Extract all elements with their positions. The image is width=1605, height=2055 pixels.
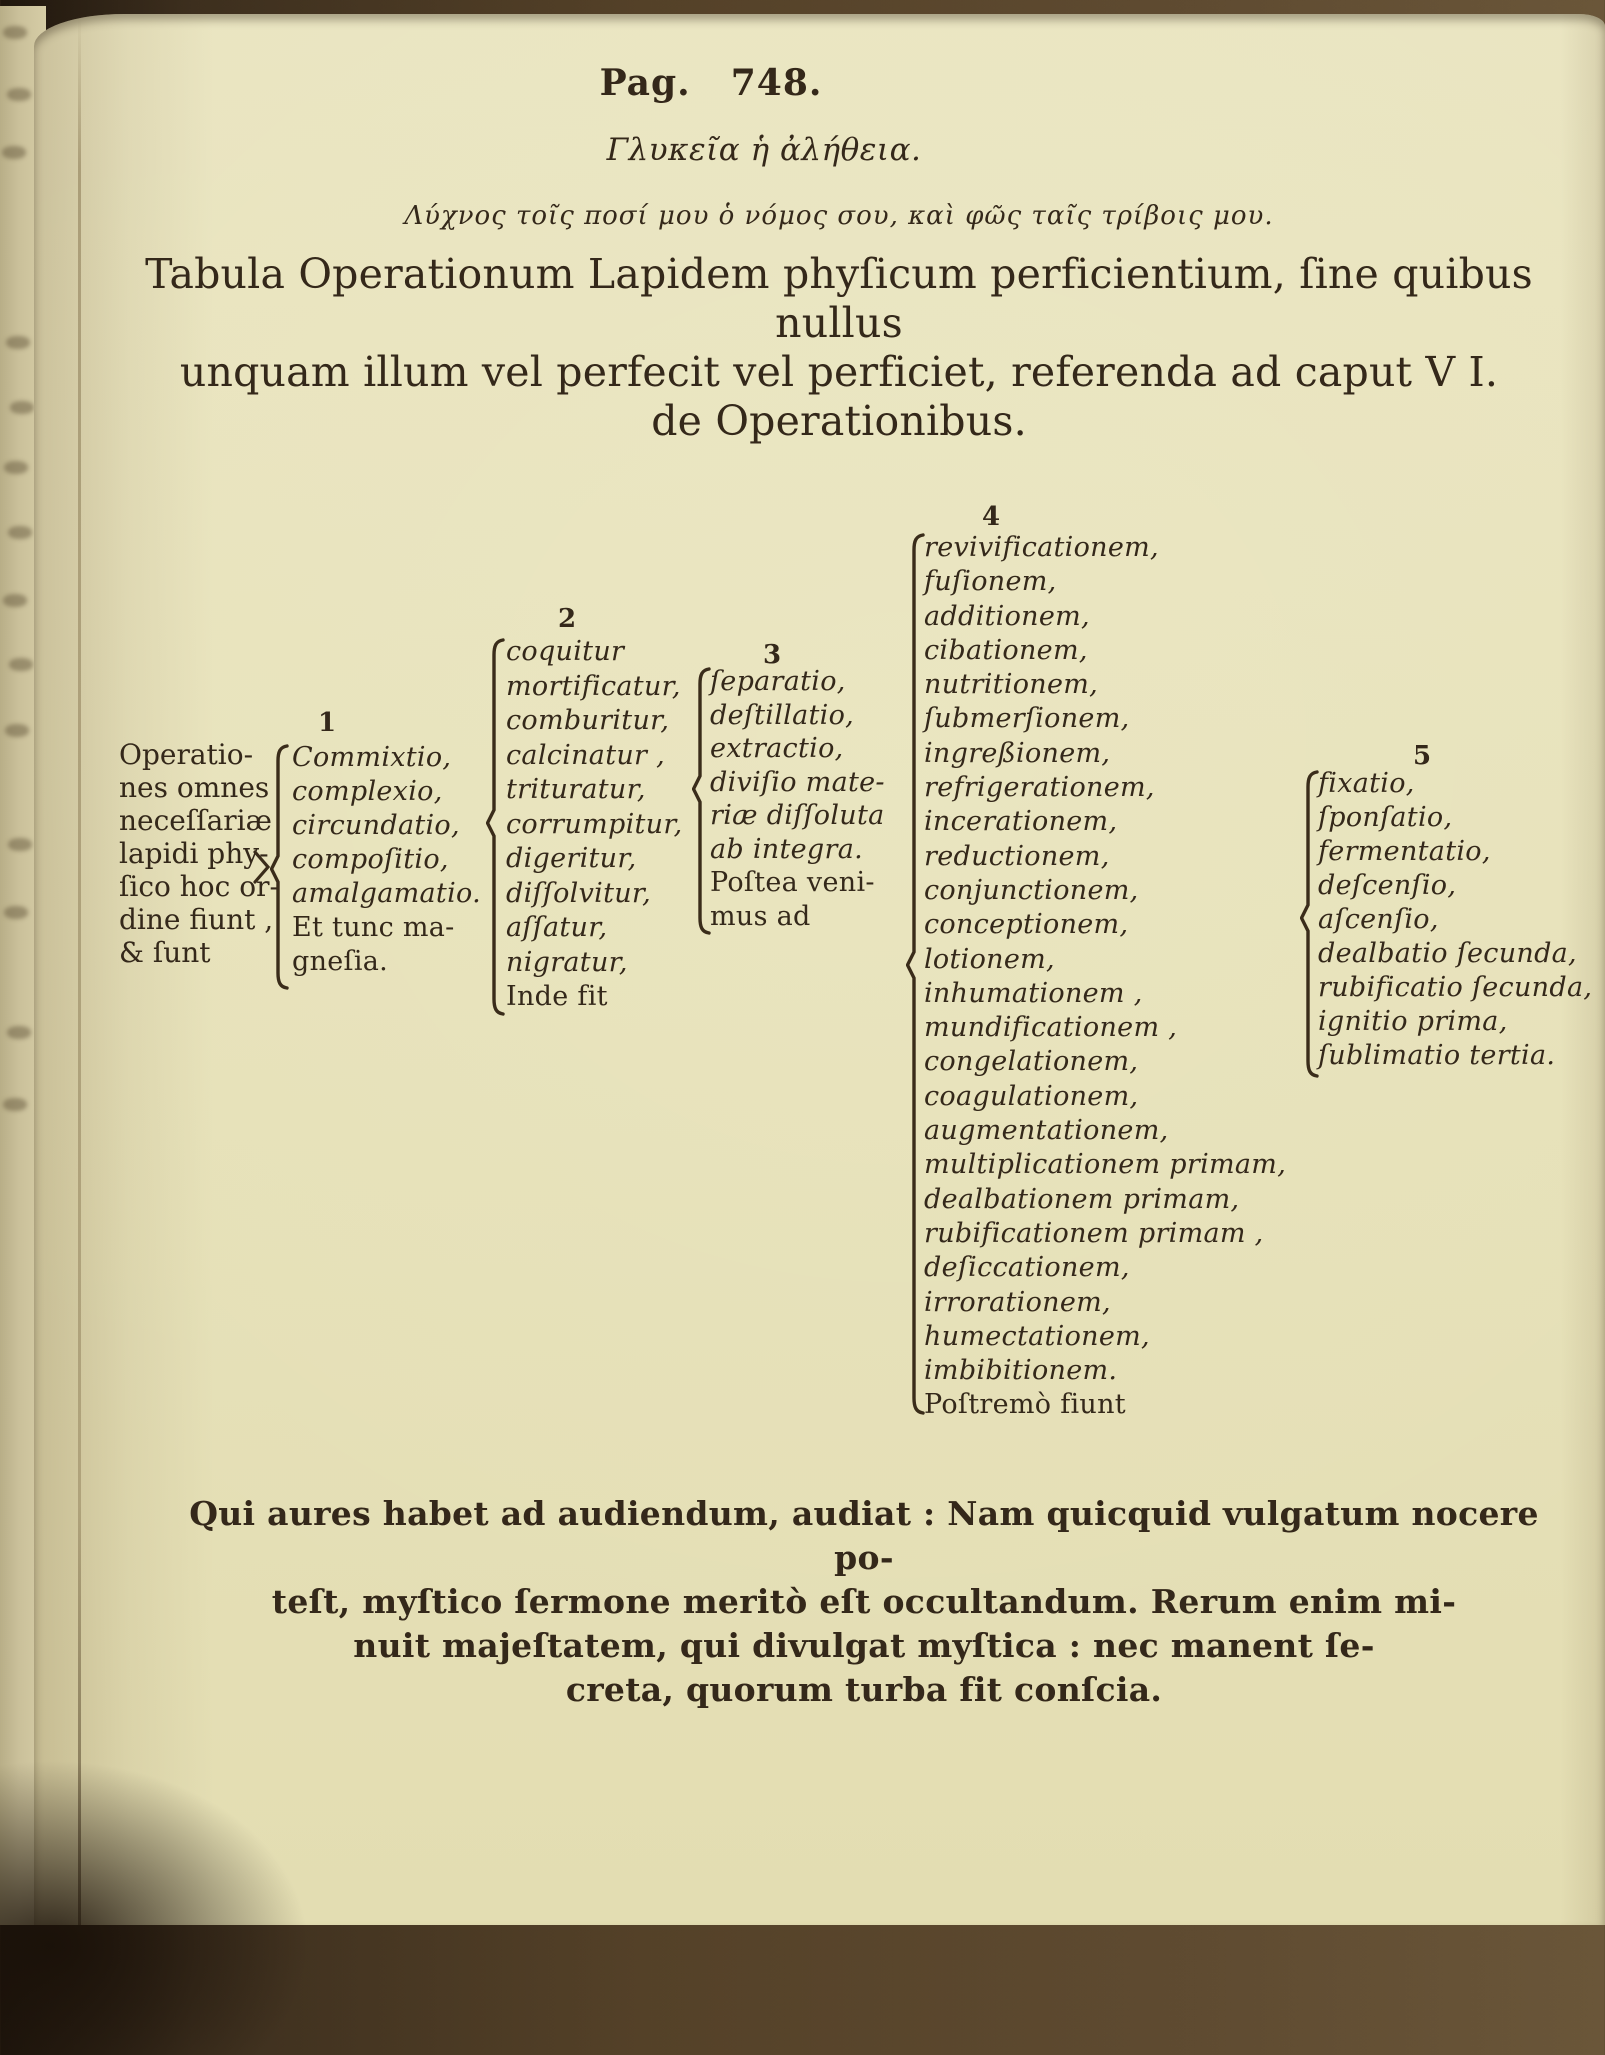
page-edge-smudge xyxy=(7,1026,31,1039)
list-line: aſcenſio, xyxy=(1318,904,1439,935)
list-line: fuſionem, xyxy=(924,566,1057,598)
page-edge-smudge xyxy=(3,594,27,607)
page-edge-smudge xyxy=(3,26,27,39)
list-line: mundificationem , xyxy=(924,1012,1178,1044)
list-line: incerationem, xyxy=(924,806,1118,838)
list-line: fermentatio, xyxy=(1318,836,1491,867)
list-line: mus ad xyxy=(710,900,811,932)
list-line: ſeparatio, xyxy=(710,666,846,697)
list-line: aſſatur, xyxy=(506,912,608,943)
column-1-brace xyxy=(270,744,290,990)
list-line: diſſolvitur, xyxy=(506,877,652,909)
column-3-brace xyxy=(692,667,712,935)
list-line: rubificatio ſecunda, xyxy=(1318,972,1593,1003)
gutter-crease xyxy=(78,14,81,1925)
list-line: inhumationem , xyxy=(924,977,1143,1009)
column-5-number: 5 xyxy=(1413,741,1432,771)
list-line: Et tunc ma- xyxy=(292,912,455,943)
list-line: Operatio- xyxy=(119,738,254,771)
list-line: augmentationem, xyxy=(924,1115,1169,1147)
list-line: riæ diſſoluta xyxy=(710,800,885,831)
list-line: cibationem, xyxy=(924,634,1088,666)
pag-label: Pag. xyxy=(599,62,691,104)
list-line: trituratur, xyxy=(506,774,646,805)
list-line: Commixtio, xyxy=(292,742,452,773)
list-line: imbibitionem. xyxy=(924,1355,1118,1387)
list-line: coagulationem, xyxy=(924,1080,1139,1112)
list-line: nigratur, xyxy=(506,946,628,978)
page-edge-smudge xyxy=(6,336,30,349)
page-edge-smudge xyxy=(9,658,33,671)
page-edge-smudge xyxy=(4,906,28,919)
list-line: ſico hoc or- xyxy=(119,870,279,903)
column-1-list xyxy=(292,741,481,979)
list-line: coquitur xyxy=(506,636,625,667)
list-line: unquam illum vel perfecit vel perficiet, referenda ad caput V I. xyxy=(179,348,1499,396)
list-line: lapidi phy- xyxy=(119,837,269,870)
list-line: dealbatio ſecunda, xyxy=(1318,938,1577,969)
closing-paragraph xyxy=(154,1492,1574,1712)
column-2-number: 2 xyxy=(558,604,577,634)
page-edge-smudge xyxy=(7,88,31,101)
list-line: creta, quorum turba fit conſcia. xyxy=(565,1670,1163,1709)
page-number: 748. xyxy=(730,62,823,104)
list-line: dine fiunt , xyxy=(119,903,274,936)
column-5-brace xyxy=(1300,770,1320,1078)
list-line: ab integra. xyxy=(710,833,863,865)
list-line: diviſio mate- xyxy=(710,766,885,798)
list-line: calcinatur , xyxy=(506,739,666,771)
list-line: deſcenſio, xyxy=(1318,870,1457,901)
list-line: nutritionem, xyxy=(924,669,1099,701)
list-line: Qui aures habet ad audiendum, audiat : Nam quicquid vulgatum nocere po- xyxy=(189,1494,1539,1577)
list-line: humectationem, xyxy=(924,1320,1150,1352)
list-line: Inde fit xyxy=(506,981,608,1012)
page-header xyxy=(34,62,1388,104)
list-line: fixatio, xyxy=(1318,768,1415,799)
list-line: Poſtea veni- xyxy=(710,867,875,898)
list-line: compoſitio, xyxy=(292,844,449,875)
list-line: revivificationem, xyxy=(924,532,1159,563)
list-line: corrumpitur, xyxy=(506,808,683,840)
list-line: refrigerationem, xyxy=(924,772,1155,804)
column-3-number: 3 xyxy=(763,640,782,670)
greek-verse: Λύχνος τοῖς ποσί μου ὁ νόμος σου, καὶ φῶς ταῖς τρίβοις μου. xyxy=(404,201,1274,231)
greek-motto: Γλυκεῖα ἡ ἀλήθεια. xyxy=(606,132,922,168)
list-line: gneſia. xyxy=(292,946,389,977)
page-edge-smudge xyxy=(10,401,34,414)
list-line: circundatio, xyxy=(292,810,460,841)
page-edge-smudge xyxy=(8,526,32,539)
column-2-list xyxy=(506,635,682,1015)
list-line: ſubmerſionem, xyxy=(924,703,1130,735)
list-line: complexio, xyxy=(292,776,443,807)
list-line: & ſunt xyxy=(119,936,211,969)
book-page xyxy=(34,14,1605,1925)
list-line: nes omnes xyxy=(119,771,270,804)
list-line: congelationem, xyxy=(924,1046,1139,1078)
list-line: digeritur, xyxy=(506,843,637,874)
list-line: conjunctionem, xyxy=(924,874,1139,906)
page-edge-smudge xyxy=(4,461,28,474)
list-line: lotionem, xyxy=(924,943,1055,975)
column-2-brace xyxy=(486,638,506,1016)
list-line: mortificatur, xyxy=(506,670,681,702)
list-line: irrorationem, xyxy=(924,1286,1111,1318)
list-line: amalgamatio. xyxy=(292,878,481,909)
column-3-list xyxy=(710,665,885,933)
list-line: extractio, xyxy=(710,733,844,764)
list-line: reductionem, xyxy=(924,840,1110,872)
list-line: teſt, myſtico ſermone meritò eſt occultandum. Rerum enim mi- xyxy=(271,1582,1457,1621)
binding-shadow xyxy=(0,1735,344,2055)
list-line: conceptionem, xyxy=(924,909,1129,941)
list-line: deſiccationem, xyxy=(924,1252,1130,1284)
list-line: Poſtremò fiunt xyxy=(924,1389,1126,1421)
list-line: ſponſatio, xyxy=(1318,802,1453,833)
page-edge-smudge xyxy=(3,1098,27,1111)
column-5-list xyxy=(1318,767,1592,1073)
list-line: nuit majeſtatem, qui divulgat myſtica : nec manent ſe- xyxy=(353,1626,1375,1665)
list-line: deſtillatio, xyxy=(710,699,855,731)
list-line: dealbationem primam, xyxy=(924,1183,1240,1215)
list-line: ingreßionem, xyxy=(924,737,1111,769)
list-line: ſublimatio tertia. xyxy=(1318,1040,1556,1071)
list-line: rubificationem primam , xyxy=(924,1217,1264,1249)
page-edge-smudge xyxy=(8,838,32,851)
list-line: multiplicationem primam, xyxy=(924,1149,1287,1181)
table-title xyxy=(134,250,1544,446)
list-line: ignitio prima, xyxy=(1318,1006,1508,1037)
list-line: comburitur, xyxy=(506,705,670,736)
page-edge-smudge xyxy=(2,146,26,159)
column-4-brace xyxy=(906,533,926,1415)
column-4-list xyxy=(924,531,1286,1423)
intro-cusp xyxy=(252,848,272,886)
column-4-number: 4 xyxy=(982,502,1001,532)
list-line: Tabula Operationum Lapidem phyſicum perficientium, ſine quibus nullus xyxy=(145,250,1533,347)
list-line: de Operationibus. xyxy=(651,397,1027,445)
list-line: additionem, xyxy=(924,600,1090,632)
column-1-number: 1 xyxy=(318,708,337,738)
list-line: neceſſariæ xyxy=(119,804,272,837)
page-edge-smudge xyxy=(5,724,29,737)
